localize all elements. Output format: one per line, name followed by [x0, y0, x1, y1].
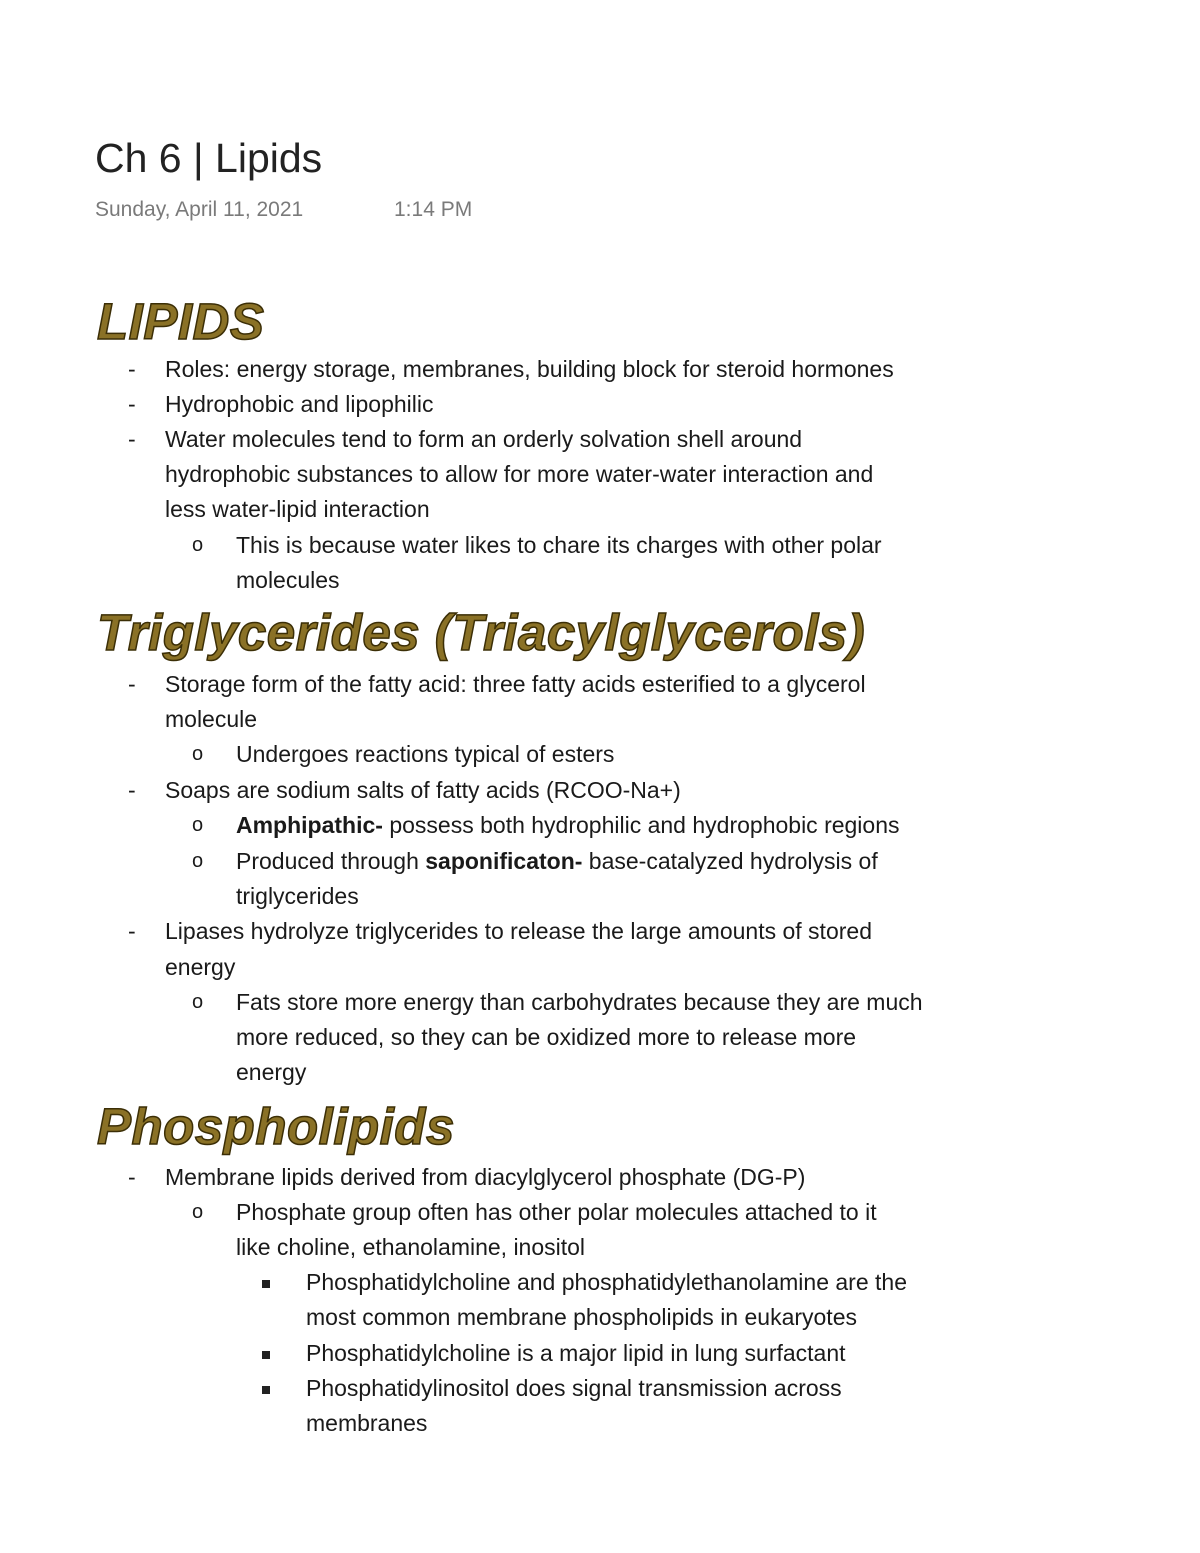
- term-saponification: saponificaton-: [425, 848, 583, 874]
- definition-text: base-catalyzed hydrolysis of: [582, 848, 878, 874]
- square-bullet-icon: [262, 1336, 270, 1371]
- list-item-continuation: energy: [165, 954, 236, 980]
- note-date: Sunday, April 11, 2021: [95, 198, 304, 221]
- page-title: Ch 6 | Lipids: [95, 135, 323, 181]
- circle-bullet: o: [192, 814, 204, 836]
- sub-list-item-continuation: triglycerides: [236, 883, 359, 909]
- square-bullet-icon: [262, 1371, 270, 1406]
- list-item: Storage form of the fatty acid: three fatty acids esterified to a glycerol: [165, 671, 866, 697]
- list-item-continuation: molecule: [165, 706, 258, 732]
- sub-sub-list-item: Phosphatidylcholine is a major lipid in lung surfactant: [306, 1340, 846, 1366]
- dash-bullet: -: [128, 356, 136, 382]
- circle-bullet: o: [192, 991, 204, 1013]
- dash-bullet: -: [128, 918, 136, 944]
- dash-bullet: -: [128, 777, 136, 803]
- section-heading-lipids: LIPIDS: [97, 293, 265, 350]
- circle-bullet: o: [192, 743, 204, 765]
- definition-text: possess both hydrophilic and hydrophobic regions: [382, 812, 900, 838]
- circle-bullet: o: [192, 1201, 204, 1223]
- list-item: Water molecules tend to form an orderly solvation shell around: [165, 426, 803, 452]
- section-heading-triglycerides: Triglycerides (Triacylglycerols): [97, 604, 866, 661]
- dash-bullet: -: [128, 426, 136, 452]
- sub-sub-list-item: Phosphatidylcholine and phosphatidylethanolamine are the: [306, 1269, 907, 1295]
- sub-list-item-continuation: energy: [236, 1059, 307, 1085]
- sub-list-item: [236, 808, 900, 843]
- list-item: Hydrophobic and lipophilic: [165, 391, 434, 417]
- square-bullet-icon: [262, 1265, 270, 1300]
- sub-list-item: Undergoes reactions typical of esters: [236, 741, 615, 767]
- section-heading-phospholipids: Phospholipids: [97, 1098, 455, 1155]
- note-time: 1:14 PM: [394, 198, 473, 221]
- list-item-continuation: less water-lipid interaction: [165, 496, 430, 522]
- circle-bullet: o: [192, 850, 204, 872]
- sub-sub-list-item: Phosphatidylinositol does signal transmission across: [306, 1375, 842, 1401]
- sub-sub-list-item-continuation: most common membrane phospholipids in eukaryotes: [306, 1304, 857, 1330]
- circle-bullet: o: [192, 534, 204, 556]
- sub-list-item-continuation: molecules: [236, 567, 340, 593]
- list-item: Soaps are sodium salts of fatty acids (RCOO-Na+): [165, 777, 681, 803]
- sub-list-item: Phosphate group often has other polar molecules attached to it: [236, 1199, 877, 1225]
- sub-list-item: This is because water likes to chare its charges with other polar: [236, 532, 882, 558]
- list-item: Membrane lipids derived from diacylglycerol phosphate (DG-P): [165, 1164, 806, 1190]
- list-item: Lipases hydrolyze triglycerides to release the large amounts of stored: [165, 918, 872, 944]
- sub-list-item-continuation: like choline, ethanolamine, inositol: [236, 1234, 586, 1260]
- dash-bullet: -: [128, 391, 136, 417]
- sub-list-item-continuation: more reduced, so they can be oxidized more to release more: [236, 1024, 857, 1050]
- list-item: Roles: energy storage, membranes, building block for steroid hormones: [165, 356, 894, 382]
- lead-text: Produced through: [236, 848, 426, 874]
- term-amphipathic: Amphipathic-: [236, 812, 383, 838]
- dash-bullet: -: [128, 1164, 136, 1190]
- sub-list-item: Fats store more energy than carbohydrates because they are much: [236, 989, 923, 1015]
- list-item-continuation: hydrophobic substances to allow for more water-water interaction and: [165, 461, 874, 487]
- sub-list-item: [236, 844, 878, 879]
- sub-sub-list-item-continuation: membranes: [306, 1410, 428, 1436]
- dash-bullet: -: [128, 671, 136, 697]
